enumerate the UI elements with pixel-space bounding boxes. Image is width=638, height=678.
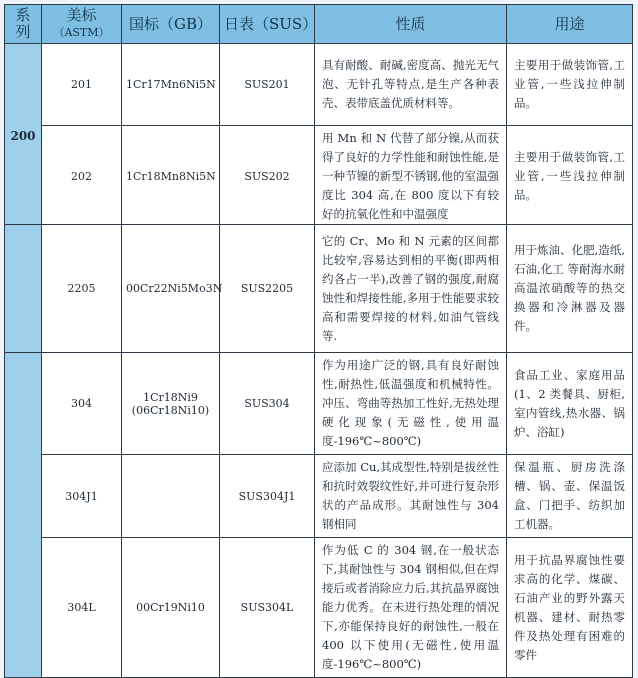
usage-cell: 主要用于做装饰管,工业管,一些浅拉伸制品。 xyxy=(507,44,633,126)
header-astm-label: 美标 xyxy=(66,6,97,24)
gb-cell xyxy=(122,455,220,538)
header-astm xyxy=(42,5,122,44)
header-astm-sub: （ASTM） xyxy=(53,26,110,39)
gb-value-alt: (06Cr18Ni10) xyxy=(131,403,210,417)
table-row xyxy=(5,455,633,538)
table-row xyxy=(5,225,633,353)
property-cell: 作为用途广泛的钢,具有良好耐蚀性,耐热性,低温强度和机械特性。冲压、弯曲等热加工性好,无热处理硬化现象(无磁性,使用温度-196℃~800℃) xyxy=(315,353,507,455)
series-cell: 200 xyxy=(5,44,42,228)
sus-cell: SUS202 xyxy=(220,126,315,228)
usage-cell: 食品工业、家庭用品(1、2 类餐具、厨柜,室内管线,热水器、锅炉、浴缸) xyxy=(507,353,633,455)
gb-cell: 00Cr19Ni10 xyxy=(122,538,220,678)
property-cell: 具有耐酸、耐碱,密度高、抛光无气泡、无针孔等特点,是生产各种表壳、表带底盖优质材料等。 xyxy=(315,44,507,126)
header-series: 系列 xyxy=(5,5,42,44)
series-cell-blank xyxy=(5,353,42,678)
astm-cell: 2205 xyxy=(42,225,122,353)
gb-cell: 1Cr17Mn6Ni5N xyxy=(122,44,220,126)
table-row xyxy=(5,126,633,228)
table-row xyxy=(5,44,633,126)
astm-cell: 304 xyxy=(42,353,122,455)
sus-cell: SUS304 xyxy=(220,353,315,455)
property-cell: 作为低 C 的 304 钢,在一般状态下,其耐蚀性与 304 钢相似,但在焊接后或者消除应力后,其抗晶界腐蚀能力优秀。在未进行热处理的情况下,亦能保持良好的耐蚀性,一般在 400 以下使用(无磁性,使用温度-196℃~800℃) xyxy=(315,538,507,678)
gb-cell: 1Cr18Mn8Ni5N xyxy=(122,126,220,228)
property-cell: 它的 Cr、Mo 和 N 元素的区间都比较窄,容易达到相的平衡(即两相约各占一半),改善了钢的强度,耐腐蚀性和焊接性能,多用于性能要求较高和需要焊接的材料,如油气管线等. xyxy=(315,225,507,353)
sus-cell: SUS304L xyxy=(220,538,315,678)
property-cell: 应添加 Cu,其成型性,特别是拔丝性和抗时效裂纹性好,并可进行复杂形状的产品成形。其耐蚀性与 304 钢相同 xyxy=(315,455,507,538)
table-row xyxy=(5,353,633,455)
astm-cell: 304J1 xyxy=(42,455,122,538)
table-header-row xyxy=(5,5,633,44)
usage-cell: 保温瓶、厨房洗涤槽、锅、壶、保温饭盒、门把手、纺织加工机器。 xyxy=(507,455,633,538)
gb-cell xyxy=(122,353,220,455)
property-cell: 用 Mn 和 N 代替了部分镍,从而获得了良好的力学性能和耐蚀性能,是一种节镍的新型不锈钢,他的室温强度比 304 高,在 800 度以下有较好的抗氧化性和中温强度 xyxy=(315,126,507,228)
astm-cell: 304L xyxy=(42,538,122,678)
sus-cell: SUS304J1 xyxy=(220,455,315,538)
header-usage: 用途 xyxy=(507,5,633,44)
usage-cell: 主要用于做装饰管,工业管,一些浅拉伸制品。 xyxy=(507,126,633,228)
sus-cell: SUS201 xyxy=(220,44,315,126)
gb-value: 1Cr18Ni9 xyxy=(143,390,198,404)
usage-cell: 用于抗晶界腐蚀性要求高的化学、煤碳、石油产业的野外露天机器、建材、耐热零件及热处理有困难的零件 xyxy=(507,538,633,678)
steel-table-200-series xyxy=(4,4,633,228)
header-gb: 国标（GB） xyxy=(122,5,220,44)
astm-cell: 202 xyxy=(42,126,122,228)
header-sus: 日表（SUS） xyxy=(220,5,315,44)
sus-cell: SUS2205 xyxy=(220,225,315,353)
steel-table-300-series xyxy=(4,224,633,678)
header-property: 性质 xyxy=(315,5,507,44)
usage-cell: 用于炼油、化肥,造纸,石油,化工 等耐海水耐高温浓硝酸等的热交换器和冷淋器及器件。 xyxy=(507,225,633,353)
table-row xyxy=(5,538,633,678)
gb-cell: 00Cr22Ni5Mo3N xyxy=(122,225,220,353)
astm-cell: 201 xyxy=(42,44,122,126)
series-cell-blank xyxy=(5,225,42,353)
